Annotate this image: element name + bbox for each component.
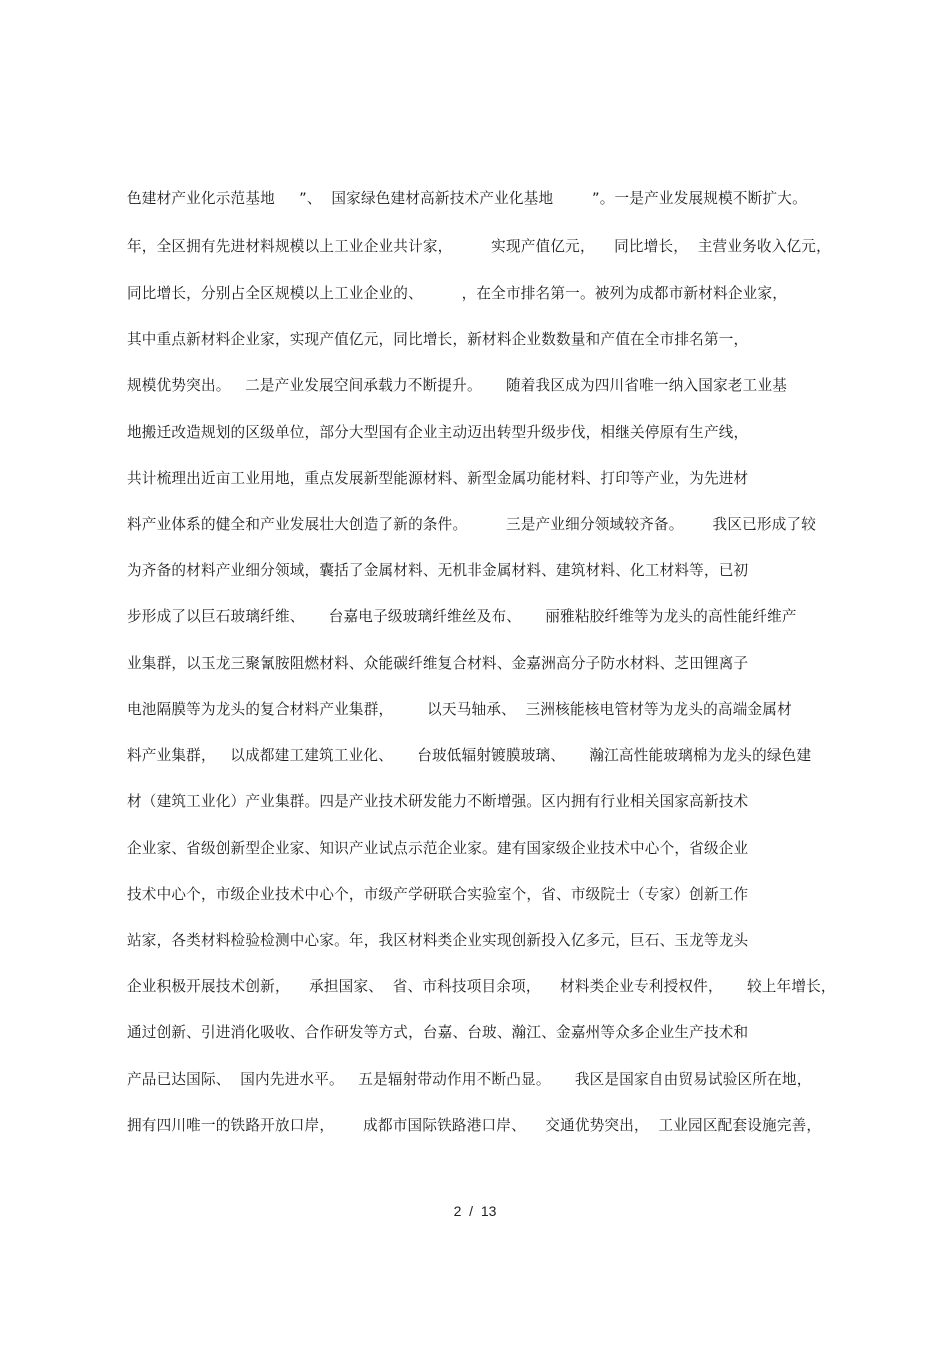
paragraph-line: 企业家、省级创新型企业家、知识产业试点示范企业家。建有国家级企业技术中心个，省级企业	[127, 840, 749, 857]
paragraph-line: 料产业集群， 以成都建工建筑工业化、 台玻低辐射镀膜玻璃、 瀚江高性能玻璃棉为龙头的绿色建	[127, 747, 812, 764]
paragraph-line: 其中重点新材料企业家，实现产值亿元，同比增长，新材料企业数数量和产值在全市排名第一，	[127, 331, 749, 348]
paragraph-line: 技术中心个，市级企业技术中心个，市级产学研联合实验室个，省、市级院士（专家）创新工作	[127, 886, 749, 903]
paragraph-line: 电池隔膜等为龙头的复合材料产业集群， 以天马轴承、 三洲核能核电管材等为龙头的高端金属材	[127, 701, 792, 718]
paragraph-line: 企业积极开展技术创新， 承担国家、 省、市科技项目余项， 材料类企业专利授权件， 较上年增长，	[127, 978, 836, 995]
page-number: 2 / 13	[453, 1203, 497, 1219]
paragraph-line: 为齐备的材料产业细分领域，囊括了金属材料、无机非金属材料、建筑材料、化工材料等，已初	[127, 562, 749, 579]
paragraph-line: 色建材产业化示范基地 ”、 国家绿色建材高新技术产业化基地 ”。一是产业发展规模不断扩大。	[127, 190, 807, 207]
paragraph-line: 材（建筑工业化）产业集群。四是产业技术研发能力不断增强。区内拥有行业相关国家高新技术	[127, 793, 749, 810]
paragraph-line: 年，全区拥有先进材料规模以上工业企业共计家， 实现产值亿元， 同比增长， 主营业务收入亿元，	[127, 238, 831, 255]
paragraph-line: 规模优势突出。 二是产业发展空间承载力不断提升。 随着我区成为四川省唯一纳入国家老工业基	[127, 377, 788, 394]
paragraph-line: 地搬迁改造规划的区级单位，部分大型国有企业主动迈出转型升级步伐，相继关停原有生产线，	[127, 424, 749, 441]
paragraph-line: 通过创新、引进消化吸收、合作研发等方式，台嘉、台玻、瀚江、金嘉州等众多企业生产技术和	[127, 1024, 749, 1041]
paragraph-line: 业集群，以玉龙三聚氰胺阻燃材料、众能碳纤维复合材料、金嘉洲高分子防水材料、芝田锂离子	[127, 655, 749, 672]
paragraph-line: 共计梳理出近亩工业用地，重点发展新型能源材料、新型金属功能材料、打印等产业，为先进材	[127, 470, 749, 487]
paragraph-line: 站家，各类材料检验检测中心家。年，我区材料类企业实现创新投入亿多元，巨石、玉龙等龙头	[127, 932, 749, 949]
paragraph-line: 拥有四川唯一的铁路开放口岸， 成都市国际铁路港口岸、 交通优势突出， 工业园区配套设施完善，	[127, 1117, 822, 1134]
paragraph-line: 料产业体系的健全和产业发展壮大创造了新的条件。 三是产业细分领域较齐备。 我区已形成了较	[127, 516, 817, 533]
paragraph-line: 产品已达国际、 国内先进水平。 五是辐射带动作用不断凸显。 我区是国家自由贸易试验区所在地，	[127, 1071, 812, 1088]
paragraph-line: 步形成了以巨石玻璃纤维、 台嘉电子级玻璃纤维丝及布、 丽雅粘胶纤维等为龙头的高性能纤维产	[127, 608, 797, 625]
paragraph-line: 同比增长，分别占全区规模以上工业企业的、 ，在全市排名第一。被列为成都市新材料企业家，	[127, 285, 788, 302]
